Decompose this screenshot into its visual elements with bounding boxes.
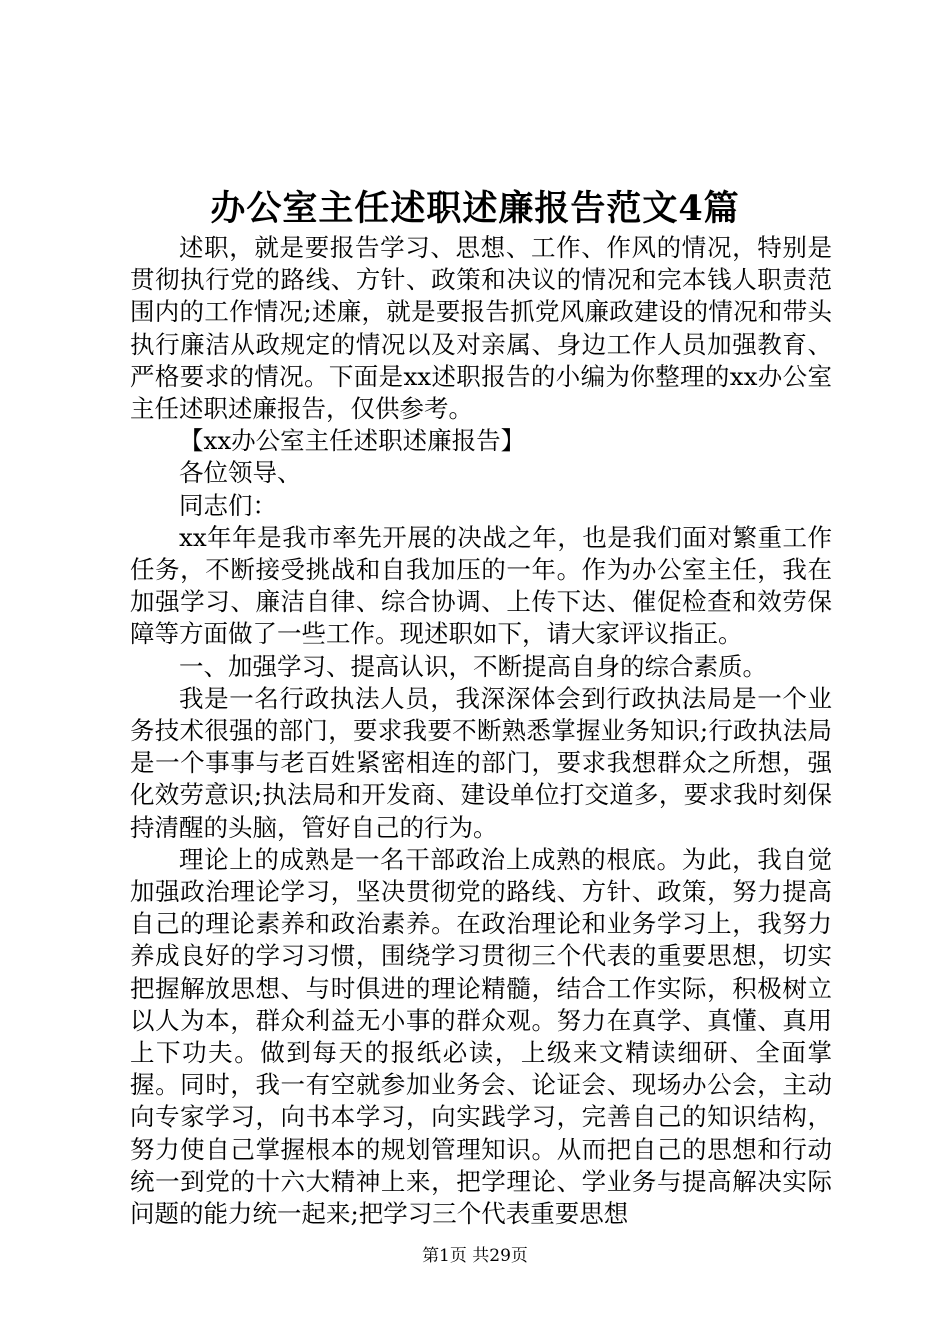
paragraph-theory-study: 理论上的成熟是一名干部政治上成熟的根底。为此，我自觉加强政治理论学习，坚决贯彻党的路线、方针、政策，努力提高自己的理论素养和政治素养。在政治理论和业务学习上，我努力养成良好的学习习惯，围绕学习贯彻三个代表的重要思想，切实把握解放思想、与时俱进的理论精髓，结合工作实际，积极树立以人为本，群众利益无小事的群众观。努力在真学、真懂、真用上下功夫。做到每天的报纸必读，上级来文精读细研、全面掌握。同时，我一有空就参加业务会、论证会、现场办公会，主动向专家学习，向书本学习，向实践学习，完善自己的知识结构，努力使自己掌握根本的规划管理知识。从而把自己的思想和行动统一到党的十六大精神上来，把学理论、学业务与提高解决实际问题的能力统一起来;把学习三个代表重要思想 — [130, 844, 832, 1229]
page-number-footer: 第1页 共29页 — [422, 1246, 528, 1266]
paragraph-salutation-leaders: 各位领导、 — [179, 458, 302, 488]
document-title: 办公室主任述职述廉报告范文4篇 — [210, 188, 740, 229]
paragraph-overview: xx年年是我市率先开展的决战之年，也是我们面对繁重工作任务，不断接受挑战和自我加压的一年。作为办公室主任，我在加强学习、廉洁自律、综合协调、上传下达、催促检查和效劳保障等方面做了一些工作。现述职如下，请大家评议指正。 — [130, 522, 832, 649]
document-body — [130, 232, 832, 1230]
paragraph-section-heading-1: 一、加强学习、提高认识，不断提高自身的综合素质。 — [179, 651, 767, 681]
paragraph-self-awareness: 我是一名行政执法人员，我深深体会到行政执法局是一个业务技术很强的部门，要求我要不断熟悉掌握业务知识;行政执法局是一个事事与老百姓紧密相连的部门，要求我想群众之所想，强化效劳意识;执法局和开发商、建设单位打交道多，要求我时刻保持清醒的头脑，管好自己的行为。 — [130, 683, 832, 842]
paragraph-intro: 述职，就是要报告学习、思想、工作、作风的情况，特别是贯彻执行党的路线、方针、政策和决议的情况和完本钱人职责范围内的工作情况;述廉，就是要报告抓党风廉政建设的情况和带头执行廉洁从政规定的情况以及对亲属、身边工作人员加强教育、严格要求的情况。下面是xx述职报告的小编为你整理的xx办公室主任述职述廉报告，仅供参考。 — [130, 233, 832, 424]
paragraph-report-heading: 【xx办公室主任述职述廉报告】 — [179, 426, 526, 456]
paragraph-salutation-comrades: 同志们： — [179, 490, 277, 520]
